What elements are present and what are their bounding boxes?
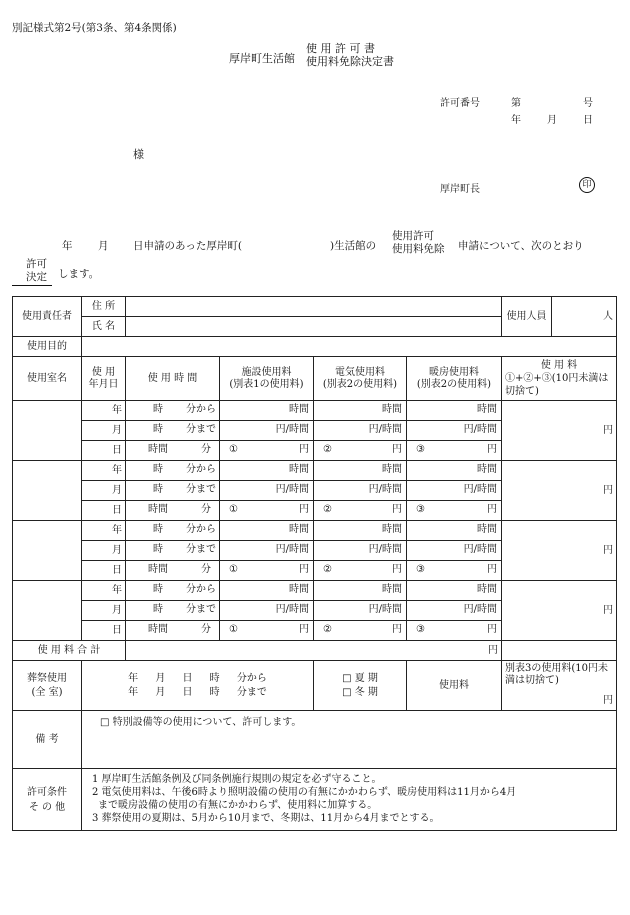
intro-option-exemption: 使用料免除 [392, 243, 445, 255]
permit-number-label: 許可番号 [440, 98, 480, 109]
time-minute-from: 分から [186, 524, 216, 535]
responsible-label: 使用責任者 [13, 297, 82, 337]
time-minute-from: 分から [186, 464, 216, 475]
form-number: 別記様式第2号(第3条、第4条関係) [12, 22, 177, 34]
decision-underline [12, 285, 52, 286]
electric-yen: 円 [392, 444, 402, 455]
purpose-field[interactable] [82, 337, 617, 357]
date-unit: 年 [112, 584, 122, 596]
room-name-field[interactable] [13, 461, 82, 521]
heating-hours: 時間 [477, 524, 497, 535]
facility-fee-cell [220, 441, 314, 461]
heating-hours: 時間 [477, 464, 497, 475]
electric-yen: 円 [392, 624, 402, 635]
heating-fee-cell [407, 541, 502, 561]
time-minute-from: 分から [186, 584, 216, 595]
heating-fee-cell [407, 581, 502, 601]
address-row [13, 297, 617, 317]
funeral-row [13, 661, 617, 711]
purpose-label: 使用目的 [13, 337, 82, 357]
duration-minutes: 分 [201, 564, 211, 575]
heating-fee-cell [407, 441, 502, 461]
funeral-period-to: 年 月 日 時 分まで [128, 686, 267, 698]
date-unit-cell [82, 561, 126, 581]
heating-fee-cell [407, 521, 502, 541]
heating-hours: 時間 [477, 404, 497, 415]
time-cell [126, 561, 220, 581]
electric-fee-cell [314, 581, 407, 601]
facility-fee-cell [220, 461, 314, 481]
heating-rate: 円/時間 [463, 604, 497, 615]
funeral-season [314, 661, 407, 711]
date-unit-cell [82, 441, 126, 461]
decision-option-permit: 許可 [26, 258, 47, 270]
block-total-yen: 円 [603, 604, 613, 616]
total-fee-header [502, 357, 617, 401]
issue-date-day: 日 [583, 115, 593, 126]
issue-date-year: 年 [511, 115, 521, 126]
season-summer-checkbox[interactable]: □ 夏 期 [342, 672, 378, 684]
room-block-row [13, 521, 617, 541]
duration-hours: 時間 [148, 444, 168, 455]
date-unit-cell [82, 541, 126, 561]
duration-hours: 時間 [148, 564, 168, 575]
facility-fee-cell [220, 601, 314, 621]
facility-circle-no: ① [229, 624, 238, 635]
block-total-yen: 円 [603, 424, 613, 436]
heating-fee-cell [407, 481, 502, 501]
heating-fee-header [407, 357, 502, 401]
room-name-field[interactable] [13, 581, 82, 641]
date-unit-cell [82, 481, 126, 501]
time-cell [126, 541, 220, 561]
duration-minutes: 分 [201, 624, 211, 635]
facility-yen: 円 [299, 564, 309, 575]
column-header-row [13, 357, 617, 401]
heating-circle-no: ③ [416, 564, 425, 575]
room-label: 使用室名 [13, 357, 82, 401]
electric-fee-cell [314, 481, 407, 501]
facility-yen: 円 [299, 504, 309, 515]
fee-total-blank[interactable] [502, 641, 617, 661]
heating-circle-no: ③ [416, 504, 425, 515]
date-unit: 年 [112, 404, 122, 416]
block-total-yen: 円 [603, 484, 613, 496]
date-unit: 日 [112, 504, 122, 516]
funeral-fee-yen: 円 [603, 695, 613, 706]
remarks-label: 備 考 [13, 711, 82, 769]
date-unit: 月 [112, 604, 122, 616]
name-label: 氏 名 [82, 317, 126, 337]
duration-minutes: 分 [201, 444, 211, 455]
date-unit-cell [82, 421, 126, 441]
permit-table [12, 296, 617, 831]
electric-fee-cell [314, 601, 407, 621]
time-hour: 時 [153, 424, 163, 435]
time-cell [126, 601, 220, 621]
electric-rate: 円/時間 [368, 544, 402, 555]
electric-circle-no: ② [323, 624, 332, 635]
funeral-fee-label: 使用料 [407, 661, 502, 711]
time-hour: 時 [153, 544, 163, 555]
conditions-label-line2: そ の 他 [28, 801, 66, 813]
duration-hours: 時間 [148, 504, 168, 515]
time-minute-to: 分まで [186, 424, 216, 435]
heating-fee-cell [407, 421, 502, 441]
electric-rate: 円/時間 [368, 604, 402, 615]
electric-rate: 円/時間 [368, 424, 402, 435]
electric-fee-line2: (別表2の使用料) [322, 378, 398, 390]
date-unit-cell [82, 501, 126, 521]
room-block-row [13, 461, 617, 481]
total-fee-line1: 使 用 料 [540, 360, 578, 371]
time-hour: 時 [153, 464, 163, 475]
facility-rate: 円/時間 [275, 544, 309, 555]
date-unit: 月 [112, 484, 122, 496]
room-name-field[interactable] [13, 521, 82, 581]
date-unit: 月 [112, 424, 122, 436]
heating-fee-cell [407, 601, 502, 621]
seal-mark: 印 [579, 177, 595, 193]
mayor-title: 厚岸町長 [440, 184, 480, 195]
facility-yen: 円 [299, 624, 309, 635]
special-equipment-checkbox[interactable]: □ 特別設備等の使用について、許可します。 [100, 717, 302, 728]
heating-fee-cell [407, 561, 502, 581]
time-hour: 時 [153, 604, 163, 615]
funeral-label-line2: (全 室) [31, 686, 63, 698]
date-unit: 月 [112, 544, 122, 556]
conditions-label [13, 769, 82, 831]
facility-circle-no: ① [229, 564, 238, 575]
date-unit: 年 [112, 524, 122, 536]
intro-option-permit: 使用許可 [392, 230, 434, 242]
date-unit: 年 [112, 464, 122, 476]
date-col-header [82, 357, 126, 401]
time-minute-to: 分まで [186, 544, 216, 555]
time-hour: 時 [153, 524, 163, 535]
facility-hours: 時間 [289, 584, 309, 595]
facility-rate: 円/時間 [275, 424, 309, 435]
facility-name-prefix: 厚岸町生活館 [229, 52, 295, 65]
facility-fee-cell [220, 541, 314, 561]
users-label: 使用人員 [502, 297, 552, 337]
funeral-period-from: 年 月 日 時 分から [128, 672, 267, 684]
date-unit: 日 [112, 444, 122, 456]
electric-fee-header [314, 357, 407, 401]
title-line-permit: 使 用 許 可 書 [306, 42, 375, 55]
purpose-row [13, 337, 617, 357]
facility-hours: 時間 [289, 404, 309, 415]
facility-fee-header [220, 357, 314, 401]
date-col-line1: 使 用 [91, 366, 116, 378]
time-minute-to: 分まで [186, 484, 216, 495]
conditions-text [82, 769, 617, 831]
heating-rate: 円/時間 [463, 424, 497, 435]
heating-circle-no: ③ [416, 624, 425, 635]
facility-fee-line2: (別表1の使用料) [229, 378, 304, 390]
permit-number-dai: 第 [511, 98, 521, 109]
time-cell [126, 401, 220, 421]
facility-fee-cell [220, 501, 314, 521]
condition-1: 1 厚岸町生活館条例及び同条例施行規則の規定を必ず守ること。 [92, 774, 382, 785]
date-unit: 日 [112, 624, 122, 636]
time-cell [126, 421, 220, 441]
time-hour: 時 [153, 404, 163, 415]
heating-yen: 円 [487, 564, 497, 575]
funeral-fee-cell [502, 661, 617, 711]
electric-fee-cell [314, 541, 407, 561]
date-unit-cell [82, 401, 126, 421]
users-unit: 人 [552, 297, 617, 337]
remarks-cell [82, 711, 617, 769]
electric-circle-no: ② [323, 564, 332, 575]
date-col-line2: 年月日 [88, 378, 119, 390]
block-total-cell [502, 521, 617, 581]
intro-options [392, 230, 445, 256]
addressee-sama: 様 [133, 148, 144, 161]
facility-yen: 円 [299, 444, 309, 455]
facility-fee-cell [220, 621, 314, 641]
heating-circle-no: ③ [416, 444, 425, 455]
facility-fee-cell [220, 561, 314, 581]
electric-fee-cell [314, 401, 407, 421]
decision-tail: します。 [58, 268, 100, 280]
facility-fee-cell [220, 581, 314, 601]
heating-fee-cell [407, 401, 502, 421]
time-cell [126, 501, 220, 521]
facility-rate: 円/時間 [275, 484, 309, 495]
time-cell [126, 621, 220, 641]
electric-circle-no: ② [323, 504, 332, 515]
electric-fee-cell [314, 561, 407, 581]
heating-rate: 円/時間 [463, 544, 497, 555]
intro-day-text: 日申請のあった厚岸町( [133, 240, 242, 252]
issue-date-month: 月 [547, 115, 557, 126]
intro-tail: 申請について、次のとおり [458, 240, 584, 252]
date-unit-cell [82, 621, 126, 641]
total-fee-line2: ①+②+③(10円未満は切捨て) [505, 373, 609, 397]
date-unit-cell [82, 581, 126, 601]
decision-options [26, 258, 47, 284]
intro-close: )生活館の [330, 240, 377, 252]
block-total-cell [502, 401, 617, 461]
time-cell [126, 461, 220, 481]
block-total-cell [502, 581, 617, 641]
block-total-cell [502, 461, 617, 521]
electric-hours: 時間 [382, 404, 402, 415]
intro-year: 年 [62, 240, 73, 252]
time-minute-from: 分から [186, 404, 216, 415]
time-cell [126, 581, 220, 601]
heating-fee-line2: (別表2の使用料) [416, 378, 492, 390]
date-unit: 日 [112, 564, 122, 576]
title-line-exemption: 使用料免除決定書 [306, 55, 394, 68]
permit-number-go: 号 [583, 98, 593, 109]
intro-month: 月 [98, 240, 109, 252]
electric-hours: 時間 [382, 584, 402, 595]
duration-hours: 時間 [148, 624, 168, 635]
season-winter-checkbox[interactable]: □ 冬 期 [342, 686, 378, 698]
electric-hours: 時間 [382, 524, 402, 535]
funeral-label-line1: 葬祭使用 [27, 672, 67, 684]
heating-fee-cell [407, 621, 502, 641]
time-col-header: 使 用 時 間 [126, 357, 220, 401]
date-unit-cell [82, 601, 126, 621]
heating-yen: 円 [487, 504, 497, 515]
room-block-row [13, 581, 617, 601]
facility-fee-cell [220, 401, 314, 421]
remarks-row [13, 711, 617, 769]
electric-fee-cell [314, 501, 407, 521]
room-block-row [13, 401, 617, 421]
time-cell [126, 441, 220, 461]
facility-fee-cell [220, 521, 314, 541]
electric-fee-cell [314, 521, 407, 541]
fee-total-label: 使 用 料 合 計 [13, 641, 126, 661]
heating-rate: 円/時間 [463, 484, 497, 495]
decision-option-decide: 決定 [26, 271, 47, 283]
time-minute-to: 分まで [186, 604, 216, 615]
condition-2b: まで暖房設備の使用の有無にかかわらず、使用料に加算する。 [98, 800, 378, 811]
fee-total-row [13, 641, 617, 661]
electric-circle-no: ② [323, 444, 332, 455]
electric-fee-line1: 電気使用料 [335, 366, 385, 378]
facility-circle-no: ① [229, 504, 238, 515]
name-field[interactable] [126, 317, 502, 337]
address-label: 住 所 [82, 297, 126, 317]
facility-hours: 時間 [289, 464, 309, 475]
fee-total-yen: 円 [126, 641, 502, 661]
electric-rate: 円/時間 [368, 484, 402, 495]
facility-fee-cell [220, 421, 314, 441]
time-cell [126, 481, 220, 501]
condition-2a: 2 電気使用料は、午後6時より照明設備の使用の有無にかかわらず、暖房使用料は11月から4月 [92, 787, 517, 798]
facility-fee-cell [220, 481, 314, 501]
date-unit-cell [82, 521, 126, 541]
time-hour: 時 [153, 584, 163, 595]
electric-hours: 時間 [382, 464, 402, 475]
facility-fee-line1: 施設使用料 [241, 366, 292, 378]
heating-yen: 円 [487, 624, 497, 635]
document-title [306, 42, 394, 68]
electric-fee-cell [314, 461, 407, 481]
funeral-label [13, 661, 82, 711]
electric-fee-cell [314, 441, 407, 461]
heating-fee-line1: 暖房使用料 [429, 366, 479, 378]
conditions-label-line1: 許可条件 [27, 786, 67, 798]
electric-yen: 円 [392, 504, 402, 515]
date-unit-cell [82, 461, 126, 481]
heating-fee-cell [407, 501, 502, 521]
funeral-period [82, 661, 314, 711]
facility-circle-no: ① [229, 444, 238, 455]
heating-hours: 時間 [477, 584, 497, 595]
heating-yen: 円 [487, 444, 497, 455]
address-field[interactable] [126, 297, 502, 317]
electric-fee-cell [314, 421, 407, 441]
duration-minutes: 分 [201, 504, 211, 515]
condition-3: 3 葬祭使用の夏期は、5月から10月まで、冬期は、11月から4月までとする。 [92, 813, 440, 824]
time-cell [126, 521, 220, 541]
facility-rate: 円/時間 [275, 604, 309, 615]
electric-fee-cell [314, 621, 407, 641]
room-name-field[interactable] [13, 401, 82, 461]
heating-fee-cell [407, 461, 502, 481]
conditions-row [13, 769, 617, 831]
funeral-fee-note: 別表3の使用料(10円未満は切捨て) [505, 663, 608, 686]
time-hour: 時 [153, 484, 163, 495]
electric-yen: 円 [392, 564, 402, 575]
block-total-yen: 円 [603, 544, 613, 556]
facility-hours: 時間 [289, 524, 309, 535]
